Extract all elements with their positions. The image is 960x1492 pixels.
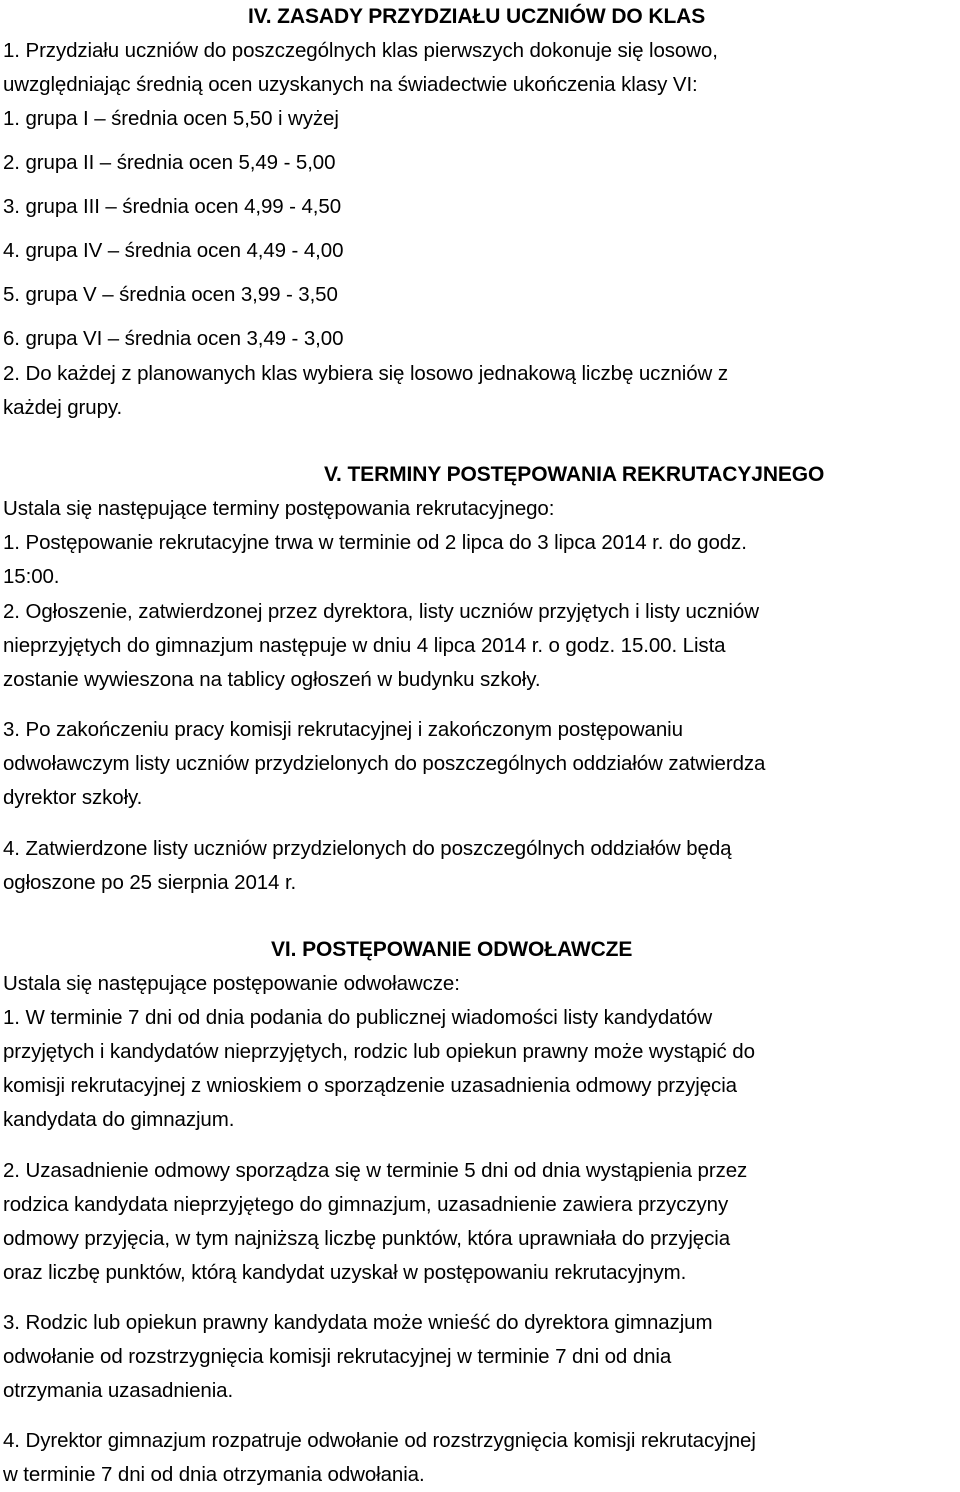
group-item-1: 1. grupa I – średnia ocen 5,50 i wyżej — [3, 107, 339, 130]
section-iv-paragraph-2-line-1: 2. Do każdej z planowanych klas wybiera się losowo jednakową liczbę uczniów z — [3, 362, 728, 385]
section-v-intro: Ustala się następujące terminy postępowania rekrutacyjnego: — [3, 497, 555, 520]
section-iv-heading: IV. ZASADY PRZYDZIAŁU UCZNIÓW DO KLAS — [248, 5, 706, 28]
section-vi-paragraph-3-line-2: odwołanie od rozstrzygnięcia komisji rekrutacyjnej w terminie 7 dni od dnia — [3, 1345, 672, 1368]
section-vi-paragraph-2-line-3: odmowy przyjęcia, w tym najniższą liczbę punktów, która uprawniała do przyjęcia — [3, 1227, 731, 1250]
section-iv-paragraph-2-line-2: każdej grupy. — [3, 396, 123, 419]
group-item-4: 4. grupa IV – średnia ocen 4,49 - 4,00 — [3, 239, 344, 262]
section-vi-paragraph-2-line-4: oraz liczbę punktów, którą kandydat uzyskał w postępowaniu rekrutacyjnym. — [3, 1261, 687, 1284]
section-vi-paragraph-4-line-2: w terminie 7 dni od dnia otrzymania odwołania. — [3, 1463, 425, 1486]
section-vi-paragraph-1-line-3: komisji rekrutacyjnej z wnioskiem o sporządzenie uzasadnienia odmowy przyjęcia — [3, 1074, 737, 1097]
group-item-5: 5. grupa V – średnia ocen 3,99 - 3,50 — [3, 283, 338, 306]
section-vi-paragraph-1-line-2: przyjętych i kandydatów nieprzyjętych, rodzic lub opiekun prawny może wystąpić do — [3, 1040, 755, 1063]
section-vi-paragraph-2-line-2: rodzica kandydata nieprzyjętego do gimnazjum, uzasadnienie zawiera przyczyny — [3, 1193, 729, 1216]
section-v-paragraph-1-line-1: 1. Postępowanie rekrutacyjne trwa w terminie od 2 lipca do 3 lipca 2014 r. do godz. — [3, 531, 747, 554]
section-iv-paragraph-1-line-2: uwzględniając średnią ocen uzyskanych na świadectwie ukończenia klasy VI: — [3, 73, 698, 96]
section-vi-paragraph-2-line-1: 2. Uzasadnienie odmowy sporządza się w terminie 5 dni od dnia wystąpienia przez — [3, 1159, 748, 1182]
section-vi-paragraph-1-line-4: kandydata do gimnazjum. — [3, 1108, 235, 1131]
section-iv-paragraph-1-line-1: 1. Przydziału uczniów do poszczególnych klas pierwszych dokonuje się losowo, — [3, 39, 718, 62]
section-v-paragraph-2-line-2: nieprzyjętych do gimnazjum następuje w dniu 4 lipca 2014 r. o godz. 15.00. Lista — [3, 634, 726, 657]
section-v-paragraph-3-line-2: odwoławczym listy uczniów przydzielonych do poszczególnych oddziałów zatwierdza — [3, 752, 766, 775]
section-vi-paragraph-3-line-1: 3. Rodzic lub opiekun prawny kandydata może wnieść do dyrektora gimnazjum — [3, 1311, 713, 1334]
section-v-paragraph-3-line-3: dyrektor szkoły. — [3, 786, 143, 809]
section-vi-intro: Ustala się następujące postępowanie odwoławcze: — [3, 972, 460, 995]
section-vi-paragraph-4-line-1: 4. Dyrektor gimnazjum rozpatruje odwołanie od rozstrzygnięcia komisji rekrutacyjnej — [3, 1429, 756, 1452]
section-vi-paragraph-3-line-3: otrzymania uzasadnienia. — [3, 1379, 234, 1402]
group-item-3: 3. grupa III – średnia ocen 4,99 - 4,50 — [3, 195, 341, 218]
section-v-paragraph-2-line-3: zostanie wywieszona na tablicy ogłoszeń w budynku szkoły. — [3, 668, 541, 691]
section-vi-paragraph-1-line-1: 1. W terminie 7 dni od dnia podania do publicznej wiadomości listy kandydatów — [3, 1006, 713, 1029]
section-v-paragraph-4-line-1: 4. Zatwierdzone listy uczniów przydzielonych do poszczególnych oddziałów będą — [3, 837, 732, 860]
section-v-paragraph-2-line-1: 2. Ogłoszenie, zatwierdzonej przez dyrektora, listy uczniów przyjętych i listy uczniów — [3, 600, 759, 623]
group-item-6: 6. grupa VI – średnia ocen 3,49 - 3,00 — [3, 327, 344, 350]
group-item-2: 2. grupa II – średnia ocen 5,49 - 5,00 — [3, 151, 336, 174]
section-vi-heading: VI. POSTĘPOWANIE ODWOŁAWCZE — [271, 938, 633, 961]
section-v-heading: V. TERMINY POSTĘPOWANIA REKRUTACYJNEGO — [324, 463, 825, 486]
section-v-paragraph-3-line-1: 3. Po zakończeniu pracy komisji rekrutacyjnej i zakończonym postępowaniu — [3, 718, 683, 741]
section-v-paragraph-4-line-2: ogłoszone po 25 sierpnia 2014 r. — [3, 871, 297, 894]
section-v-paragraph-1-line-2: 15:00. — [3, 565, 60, 588]
